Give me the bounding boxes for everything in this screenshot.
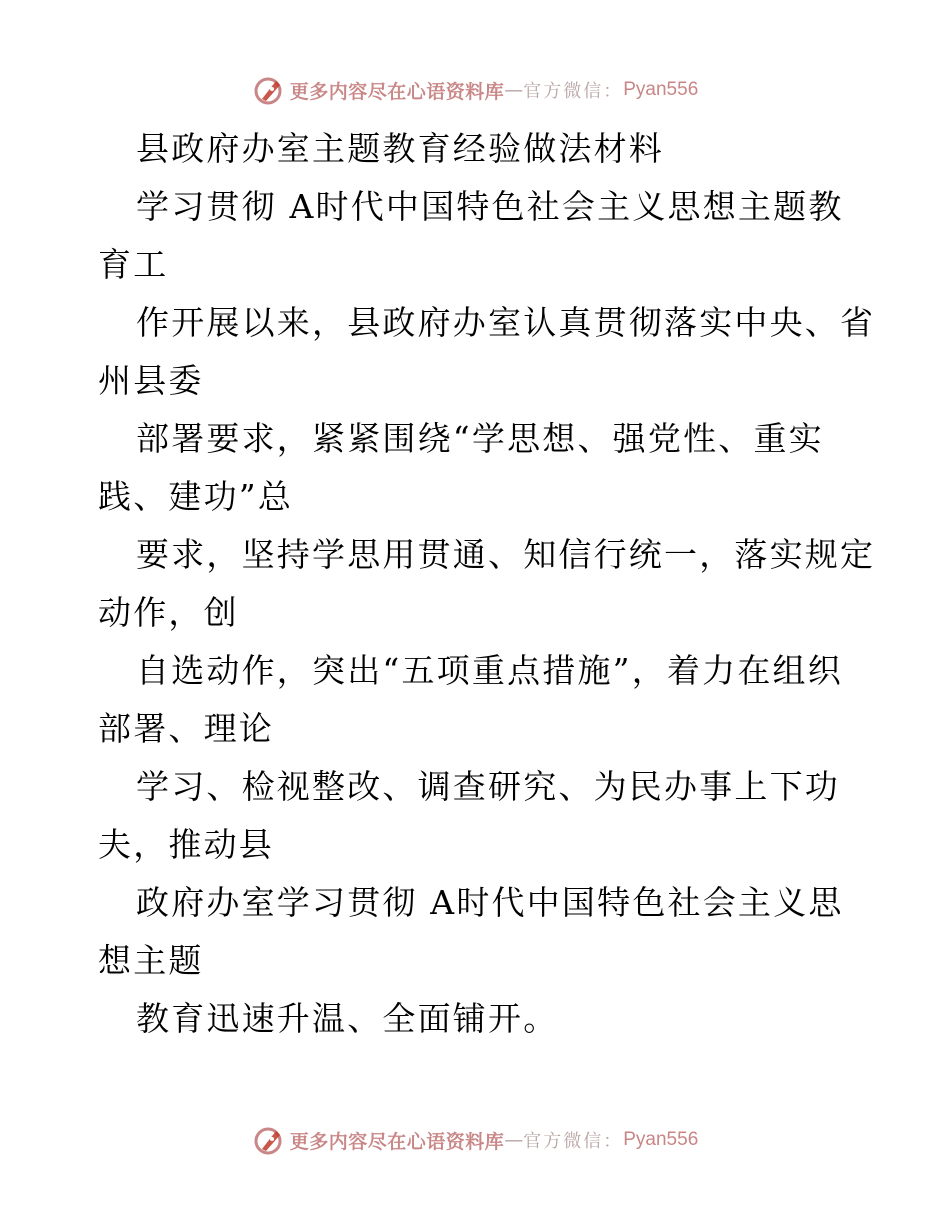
pen-nib-logo-icon bbox=[252, 73, 286, 107]
paragraph-line: 动作，创 bbox=[98, 593, 239, 632]
banner-text: 更多内容尽在心语资料库 bbox=[289, 80, 505, 103]
banner-separator: — bbox=[504, 1129, 524, 1151]
banner-wechat-id: Pyan556 bbox=[623, 1129, 699, 1150]
footer-watermark-banner bbox=[0, 1120, 950, 1160]
document-title: 县政府办室主题教育经验做法材料 bbox=[136, 129, 664, 168]
paragraph-line: 州县委 bbox=[98, 361, 204, 400]
paragraph-line: 政府办室学习贯彻 A时代中国特色社会主义思 bbox=[136, 883, 844, 922]
paragraph-line: 要求，坚持学思用贯通、知信行统一，落实规定 bbox=[136, 535, 876, 574]
pen-nib-logo-icon bbox=[252, 1123, 286, 1157]
banner-text: 更多内容尽在心语资料库 bbox=[289, 1130, 505, 1153]
paragraph-line: 部署、理论 bbox=[98, 709, 274, 748]
paragraph-line: 部署要求，紧紧围绕“学思想、强党性、重实 bbox=[136, 419, 824, 458]
header-watermark-banner bbox=[0, 70, 950, 110]
paragraph-line: 学习、检视整改、调查研究、为民办事上下功 bbox=[136, 767, 840, 806]
paragraph-line: 践、建功”总 bbox=[98, 477, 294, 516]
paragraph-line: 教育迅速升温、全面铺开。 bbox=[136, 999, 559, 1038]
banner-wechat-id: Pyan556 bbox=[623, 79, 699, 100]
paragraph-line: 作开展以来，县政府办室认真贯彻落实中央、省 bbox=[136, 303, 876, 342]
paragraph-line: 想主题 bbox=[98, 941, 204, 980]
paragraph-line: 学习贯彻 A时代中国特色社会主义思想主题教 bbox=[136, 187, 844, 226]
banner-wechat-label: 官方微信： bbox=[523, 81, 624, 102]
paragraph-line: 自选动作，突出“五项重点措施”，着力在组织 bbox=[136, 651, 843, 690]
paragraph-line: 夫，推动县 bbox=[98, 825, 274, 864]
paragraph-line: 育工 bbox=[98, 245, 169, 284]
banner-separator: — bbox=[504, 79, 524, 101]
document-body bbox=[98, 120, 876, 1048]
banner-wechat-label: 官方微信： bbox=[523, 1131, 624, 1152]
